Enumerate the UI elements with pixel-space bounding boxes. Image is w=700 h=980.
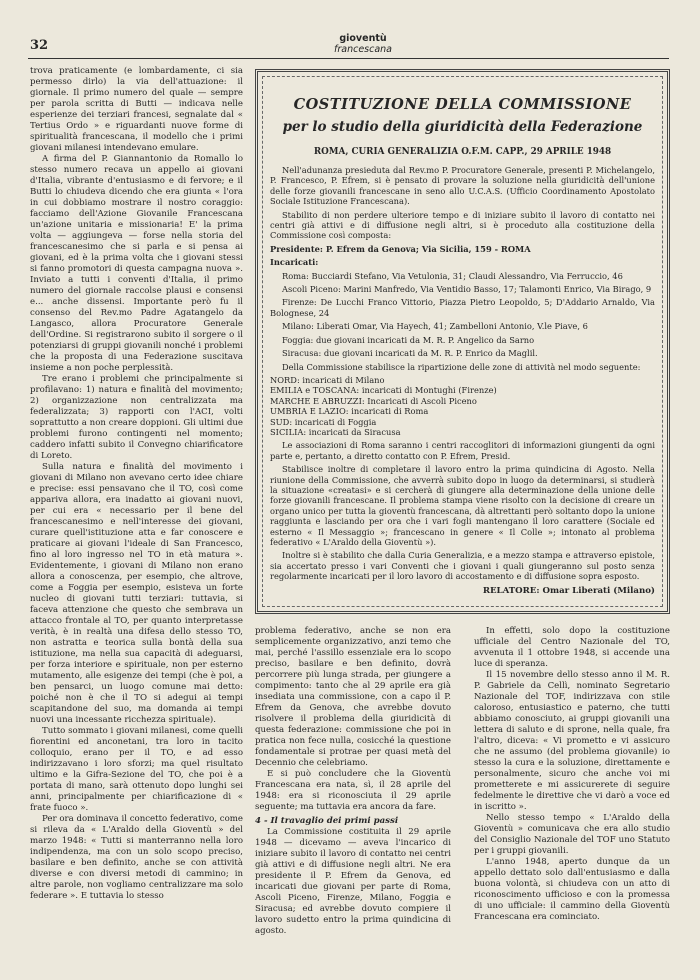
paragraph: L'anno 1948, aperto dunque da un appello dettato solo dall'entusiasmo e dalla buona volontà, si chiudeva con un atto di riconoscimento ufficioso e con la promessa di uno ufficiale: il cammino della Gioventù Francescana era cominciato.	[474, 857, 670, 922]
member-line: Firenze: De Lucchi Franco Vittorio, Piazza Pietro Leopoldo, 5; D'Addario Arnaldo, Via Bolognese, 24	[270, 297, 655, 318]
paragraph: Inoltre si è stabilito che dalla Curia Generalizia, e a mezzo stampa e attraverso epistole, sia accertato presso i vari Conventi che i giovani i quali giungeranno sul posto senza regolarmente incaricati per il loro lavoro di accostamento e di diffusione sopra esposto.	[270, 550, 655, 582]
zone-line: EMILIA e TOSCANA: incaricati di Montughi (Firenze)	[270, 385, 497, 396]
paragraph: trova praticamente (e lombardamente, ci sia permesso dirlo) la via dell'attuazione: il giornale. Il primo numero del quale — sempre per parola scritta di Butti — indicava nelle esperienze dei terziari francesi, segnalate dal « Tertius Ordo » e riguardanti nuove forme di spiritualità francescana, il modello che i primi giovani milanesi intendevano emulare.	[30, 66, 243, 153]
paragraph: A firma del P. Giannantonio da Romallo lo stesso numero recava un appello ai giovani d'Italia, vibrante d'entusiasmo e di fervore; e il Butti lo chiudeva dicendo che era giunta « l'ora in cui dobbiamo mostrare il nostro coraggio: facciamo dell'Azione Giovanile Francescana un'azione unitaria e missionaria! E' la prima volta — aggiungeva — forse nella storia del francescanesimo che si parla e si pensa ai giovani, ed è la prima volta che i giovani stessi si fanno promotori di questa campagna nuova ». Inviato a tutti i conventi d'Italia, il primo numero del giornale raccolse plausi e consensi e... anche dissensi. Importante però fu il consenso del Rev.mo Padre Agatangelo da Langasco, allora Procuratore Generale dell'Ordine. Si registrarono subito il sorgere o il potenziarsi di gruppi giovanili nonché i problemi che la proposta di una Federazione suscitava insieme a non poche perplessità.	[30, 154, 243, 373]
paragraph: Stabilisce inoltre di completare il lavoro entro la prima quindicina di Agosto. Nella riunione della Commissione, che avverrà subito dopo in luogo da determinarsi, si studierà la situazione «creatasi» e si cercherà di giungere alla determinazione della unione delle forze giovanili francescane. Il problema stampa viene risolto con la decisione di creare un organo unico per tutta la gioventù francescana, dà altrettanti però soltanto dopo la unione raggiunta e lasciando per ora che i vari fogli mantengano il loro carattere (Sociale ed esterno « Il Messaggio »; francescano in genere « Il Colle »; intonato al problema federativo « L'Araldo della Gioventù »).	[270, 464, 655, 547]
paragraph: In effetti, solo dopo la costituzione ufficiale del Centro Nazionale del TO, avvenuta il 1 ottobre 1948, si accende una luce di speranza.	[474, 626, 670, 669]
member-line: Ascoli Piceno: Marini Manfredo, Via Ventidio Basso, 17; Talamonti Enrico, Via Birago, 9	[282, 284, 652, 295]
masthead-line2: francescana	[334, 44, 392, 55]
section-heading: 4 - Il travaglio dei primi passi	[255, 816, 399, 826]
member-line: Foggia: due giovani incaricati da M. R. P. Angelico da Sarno	[282, 334, 535, 345]
paragraph: Stabilito di non perdere ulteriore tempo e di iniziare subito il lavoro di contatto nei centri già attivi e di diffusione negli altri, si è proceduto alla costituzione della Commissione così composta:	[270, 209, 655, 241]
zone-line: MARCHE E ABRUZZI: Incaricati di Ascoli Piceno	[270, 395, 477, 406]
right-column	[474, 626, 670, 966]
left-column	[30, 66, 243, 966]
masthead-line1: gioventù	[339, 33, 387, 44]
box-subtitle: per lo studio della giuridicità della Federazione	[282, 119, 643, 135]
member-line: Siracusa: due giovani incaricati da M. R. P. Enrico da Maglil.	[282, 348, 538, 359]
header-rule	[28, 58, 669, 59]
paragraph: Nello stesso tempo « L'Araldo della Gioventù » comunicava che era allo studio del Consiglio Nazionale del TOF uno Statuto per i gruppi giovanili.	[474, 813, 670, 856]
paragraph: La Commissione costituita il 29 aprile 1948 — dicevamo — aveva l'incarico di iniziare subito il lavoro di contatto nei centri già attivi e di diffusione negli altri. Ne era presidente il P. Efrem da Genova, ed incaricati due giovani per parte di Roma, Ascoli Piceno, Firenze, Milano, Foggia e Siracusa; ed avrebbe dovuto compiere il lavoro sudetto entro la prima quindicina di agosto.	[255, 827, 451, 936]
box-body	[270, 165, 655, 596]
masthead	[298, 33, 428, 55]
paragraph: Tutto sommato i giovani milanesi, come quelli fiorentini ed anconetani, tra loro in tacito colloquio, erano per il TO, e ad esso indirizzavano i loro sforzi; ma quel risultato ultimo e la Gifra-Sezione del TO, che poi è a portata di mano, sarà ottenuto dopo lunghi sei anni, principalmente per chiarificazione di « frate fuoco ».	[30, 726, 243, 813]
zone-line: SICILIA: incaricati da Siracusa	[270, 426, 401, 437]
relatore: RELATORE: Omar Liberati (Milano)	[482, 585, 655, 596]
box-title: COSTITUZIONE DELLA COMMISSIONE	[293, 96, 632, 113]
paragraph: Per ora dominava il concetto federativo, come si rileva da « L'Araldo della Gioventù » del marzo 1948: « Tutti si manterranno nella loro indipendenza, ma con un solo scopo preciso, basilare e ben definito, anche se con attività diverse e con diversi metodi di cammino; in altre parole, non vogliamo centralizzare ma solo federare ». E tuttavia lo stesso	[30, 814, 243, 901]
page-number: 32	[30, 38, 49, 53]
paragraph: Il 15 novembre dello stesso anno il M. R. P. Gabriele da Cellì, nominato Segretario Nazionale del TOF, indirizzava con stile caloroso, entusiastico e paterno, che tutti abbiamo conosciuto, ai gruppi giovanili una lettera di saluto e di sprone, nella quale, fra l'altro, diceva: « Vi prometto e vi assicuro che ne assumo (del problema giovanile) io stesso la cura e la soluzione, direttamente e personalmente, sicuro che anche voi mi prometterete e mi assicurerete di seguire fedelmente le direttive che vi darò a voce ed in iscritto ».	[474, 670, 670, 812]
member-line: Incaricati:	[270, 257, 319, 268]
paragraph: E si può concludere che la Gioventù Francescana era nata, sì, il 28 aprile del 1948: era si riconosciuta il 29 aprile seguente; ma tuttavia era ancora da fare.	[255, 769, 451, 812]
zone-line: UMBRIA E LAZIO: incaricati di Roma	[270, 406, 429, 417]
paragraph: problema federativo, anche se non era semplicemente organizzativo, anzi temo che mai, perché l'assillo essenziale era lo scopo preciso, basilare e ben definito, dovrà percorrere più lunga strada, per giungere a compimento: tanto che al 29 aprile era già insediata una commissione, con a capo il P. Efrem da Genova, che avrebbe dovuto risolvere il problema della giuridicità di questa federazione: commissione che poi in pratica non fece nulla, cosicché la questione fondamentale si protrae per quasi metà del Decennio che celebriamo.	[255, 626, 451, 768]
member-line: Presidente: P. Efrem da Genova; Via Sicilia, 159 - ROMA	[270, 243, 531, 254]
zone-line: SUD: incaricati di Foggia	[270, 416, 377, 427]
commission-box	[255, 69, 670, 614]
paragraph: Le associazioni di Roma saranno i centri raccoglitori di informazioni giungenti da ogni parte e, pertanto, a diretto contatto con P. Efrem, Presid.	[270, 440, 655, 461]
paragraph: Tre erano i problemi che principalmente si profilavano: 1) natura e finalità del movimento; 2) organizzazione non centralizzata ma federalizzata; 3) rapporti con l'ACI, volti soprattutto a non creare doppioni. Gli ultimi due problemi furono contingenti nel momento; caddero infatti subito il Convegno chiarificatore di Loreto.	[30, 374, 243, 461]
middle-column	[255, 626, 451, 966]
member-line: Roma: Bucciardi Stefano, Via Vetulonia, 31; Claudi Alessandro, Via Ferruccio, 46	[282, 270, 623, 281]
member-line: Milano: Liberati Omar, Via Hayech, 41; Zambelloni Antonio, V.le Piave, 6	[282, 321, 588, 332]
zone-line: NORD: incaricati di Milano	[270, 374, 385, 385]
paragraph: Della Commissione stabilisce la ripartizione delle zone di attività nel modo seguente:	[282, 361, 641, 372]
box-dateline: ROMA, CURIA GENERALIZIA O.F.M. CAPP., 29 APRILE 1948	[313, 147, 612, 157]
paragraph: Nell'adunanza presieduta dal Rev.mo P. Procuratore Generale, presenti P. Michelangelo, P. Francesco, P. Efrem, si è pensato di provare la soluzione nella giuridicità dell'unione delle forze giovanili francescane in seno allo U.C.A.S. (Ufficio Coordinamento Apostolato Sociale Istituzione Francescana).	[270, 165, 655, 207]
paragraph: Sulla natura e finalità del movimento i giovani di Milano non avevano certo idee chiare e precise: essi pensavano che il TO, così come appariva allora, era inadatto ai giovani nuovi, per cui era « necessario per il bene del francescanesimo e nell'interesse dei giovani, curare quell'istituzione atta e far conoscere e praticare ai giovani l'ideale di San Francesco, fino al loro ingresso nel TO in età matura ». Evidentemente, i giovani di Milano non erano allora a conoscenza, per esempio, che altrove, come a Foggia per esempio, esisteva un forte nucleo di giovani tutti terziari: tuttavia, si faceva attenzione che questo che sembrava un attacco frontale al TO, per quanto interpretasse verità, è in realtà una difesa dello stesso TO, non astratta e teorica sulla bontà della sua istituzione, ma nella sua capacità di adeguarsi, per forza interiore e spirituale, non per esterno mutamento, alle esigenze dei tempi (che è poi, a ben pensarci, un luogo comune mai detto: poiché non è che il TO si adegui ai tempi scapitandone del suo, ma domanda ai tempi nuovi una incessante ricchezza spirituale).	[30, 462, 243, 725]
